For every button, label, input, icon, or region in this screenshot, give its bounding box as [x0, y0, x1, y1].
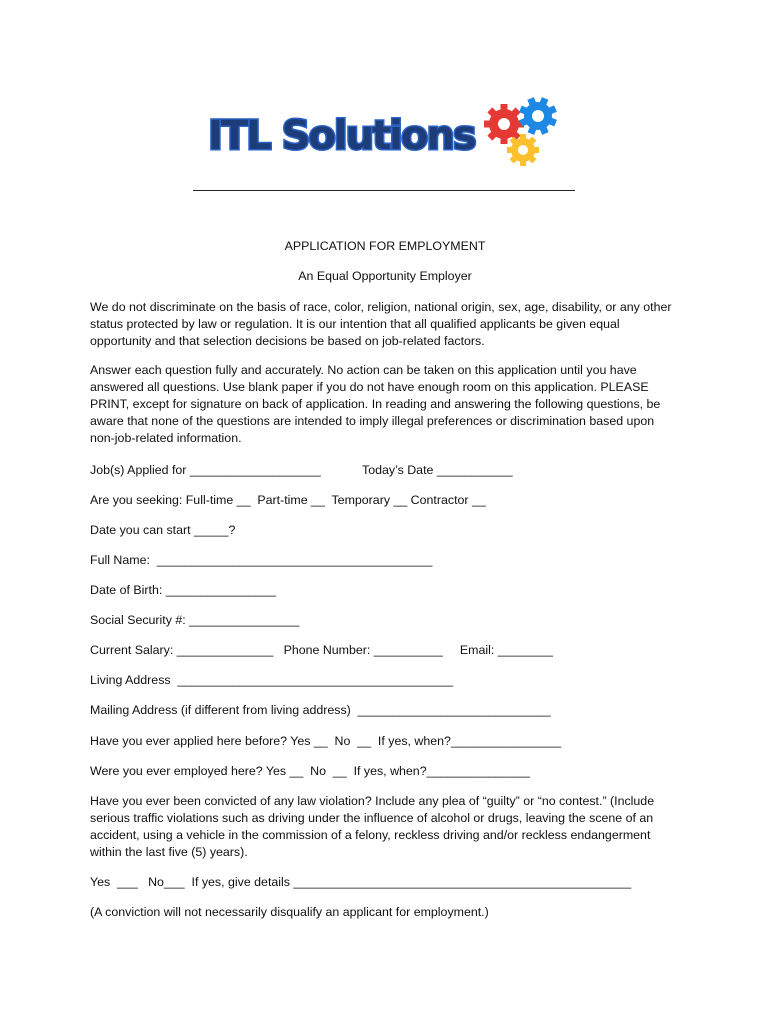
gears-icon	[476, 90, 568, 172]
ssn-field[interactable]: Social Security #: ________________	[90, 613, 300, 627]
conviction-note: (A conviction will not necessarily disqualify an applicant for employment.)	[90, 905, 489, 919]
form-title: APPLICATION FOR EMPLOYMENT	[284, 239, 486, 253]
conviction-question: Have you ever been convicted of any law violation? Include any plea of “guilty” or “no contest.” (Include serious traffic violations such as driving under the influence of alcohol or drugs, leaving the scene of an accident, using a vehicle in the commission of a felony, reckless driving and/or reckless endangerment within the last five (5) years).	[90, 794, 655, 859]
form-subtitle: An Equal Opportunity Employer	[298, 269, 472, 283]
blue-gear-icon	[519, 97, 557, 135]
jobs-applied-field[interactable]: Job(s) Applied for ___________________	[90, 463, 321, 477]
full-name-field[interactable]: Full Name: ________________________________________	[90, 553, 433, 567]
conviction-answer-field[interactable]: Yes ___ No___ If yes, give details _________________________________________________	[90, 875, 632, 889]
living-address-field[interactable]: Living Address ________________________________________	[90, 673, 454, 687]
red-gear-icon	[484, 104, 524, 144]
instructions-paragraph: Answer each question fully and accurately. No action can be taken on this application until you have answered all questions. Use blank paper if you do not have enough room on this application. PLEASE PRINT, except for signature on back of application. In reading and answering the following questions, be aware that none of the questions are intended to imply illegal preferences or discrimination based upon non-job-related information.	[90, 363, 661, 445]
todays-date-field[interactable]: Today’s Date ___________	[362, 463, 513, 477]
header-divider	[193, 190, 575, 191]
applied-before-field[interactable]: Have you ever applied here before? Yes __ No __ If yes, when?________________	[90, 734, 562, 748]
salary-phone-email-field[interactable]: Current Salary: ______________ Phone Number: __________ Email: ________	[90, 643, 553, 657]
yellow-gear-icon	[507, 134, 539, 166]
seeking-field[interactable]: Are you seeking: Full-time __ Part-time __ Temporary __ Contractor __	[90, 493, 486, 507]
company-logo	[208, 96, 568, 176]
employed-before-field[interactable]: Were you ever employed here? Yes __ No __ If yes, when?_______________	[90, 764, 530, 778]
mailing-address-field[interactable]: Mailing Address (if different from living address) ____________________________	[90, 703, 551, 717]
start-date-field[interactable]: Date you can start _____?	[90, 523, 236, 537]
date-of-birth-field[interactable]: Date of Birth: ________________	[90, 583, 277, 597]
nondiscrimination-paragraph: We do not discriminate on the basis of race, color, religion, national origin, sex, age, disability, or any other status protected by law or regulation. It is our intention that all qualified applicants be given equal opportunity and that selection decisions be based on job-related factors.	[90, 300, 672, 348]
logo-wordmark: ITL Solutions	[208, 113, 475, 159]
